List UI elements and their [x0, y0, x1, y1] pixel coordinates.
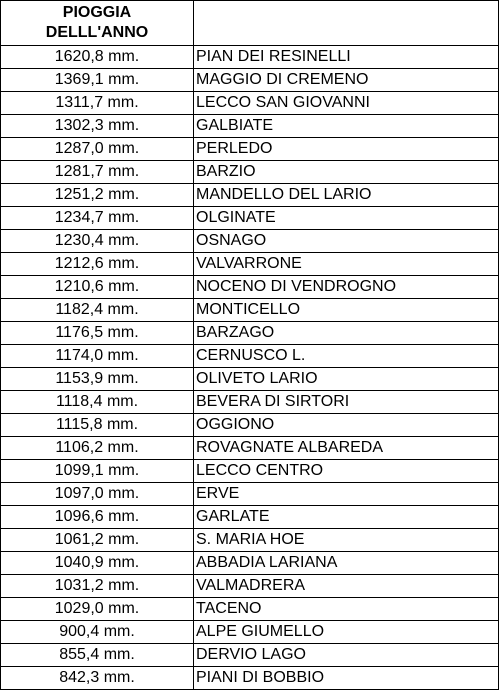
header-row: [1, 1, 499, 46]
rainfall-value-cell: 1029,0 mm.: [1, 598, 194, 621]
location-cell: ERVE: [194, 483, 499, 506]
table-row: [1, 184, 499, 207]
table-row: [1, 322, 499, 345]
rainfall-value-cell: 1369,1 mm.: [1, 69, 194, 92]
rainfall-value-cell: 1040,9 mm.: [1, 552, 194, 575]
location-cell: BEVERA DI SIRTORI: [194, 391, 499, 414]
location-cell: BARZAGO: [194, 322, 499, 345]
rainfall-value-cell: 1210,6 mm.: [1, 276, 194, 299]
location-cell: LECCO SAN GIOVANNI: [194, 92, 499, 115]
table-row: [1, 115, 499, 138]
rainfall-value-cell: 855,4 mm.: [1, 644, 194, 667]
location-cell: GARLATE: [194, 506, 499, 529]
table-row: [1, 391, 499, 414]
location-cell: MAGGIO DI CREMENO: [194, 69, 499, 92]
location-cell: OLGINATE: [194, 207, 499, 230]
rainfall-value-cell: 1234,7 mm.: [1, 207, 194, 230]
rainfall-column-header: [1, 1, 194, 46]
rainfall-value-cell: 1212,6 mm.: [1, 253, 194, 276]
table-body: [1, 46, 499, 690]
table-row: [1, 552, 499, 575]
table-row: [1, 253, 499, 276]
location-cell: VALMADRERA: [194, 575, 499, 598]
location-cell: ALPE GIUMELLO: [194, 621, 499, 644]
table-row: [1, 667, 499, 690]
rainfall-value-cell: 1106,2 mm.: [1, 437, 194, 460]
location-cell: ROVAGNATE ALBAREDA: [194, 437, 499, 460]
table-row: [1, 345, 499, 368]
table-row: [1, 598, 499, 621]
location-cell: NOCENO DI VENDROGNO: [194, 276, 499, 299]
table-row: [1, 460, 499, 483]
table-row: [1, 69, 499, 92]
rainfall-value-cell: 1031,2 mm.: [1, 575, 194, 598]
location-cell: OGGIONO: [194, 414, 499, 437]
rainfall-value-cell: 1097,0 mm.: [1, 483, 194, 506]
table-row: [1, 644, 499, 667]
table-row: [1, 483, 499, 506]
rainfall-value-cell: 1182,4 mm.: [1, 299, 194, 322]
table-row: [1, 575, 499, 598]
table-row: [1, 506, 499, 529]
location-cell: PERLEDO: [194, 138, 499, 161]
table-row: [1, 138, 499, 161]
rainfall-value-cell: 1281,7 mm.: [1, 161, 194, 184]
location-cell: GALBIATE: [194, 115, 499, 138]
rainfall-value-cell: 1118,4 mm.: [1, 391, 194, 414]
rainfall-value-cell: 1096,6 mm.: [1, 506, 194, 529]
rainfall-value-cell: 900,4 mm.: [1, 621, 194, 644]
location-cell: PIANI DI BOBBIO: [194, 667, 499, 690]
rainfall-value-cell: 1061,2 mm.: [1, 529, 194, 552]
rainfall-value-cell: 1251,2 mm.: [1, 184, 194, 207]
table-row: [1, 621, 499, 644]
table-row: [1, 414, 499, 437]
location-cell: CERNUSCO L.: [194, 345, 499, 368]
header-line-2: DELLL'ANNO: [45, 24, 149, 41]
location-cell: MONTICELLO: [194, 299, 499, 322]
rainfall-value-cell: 1620,8 mm.: [1, 46, 194, 69]
location-cell: BARZIO: [194, 161, 499, 184]
location-cell: DERVIO LAGO: [194, 644, 499, 667]
rainfall-value-cell: 1176,5 mm.: [1, 322, 194, 345]
rainfall-value-cell: 1287,0 mm.: [1, 138, 194, 161]
location-cell: VALVARRONE: [194, 253, 499, 276]
rainfall-value-cell: 1115,8 mm.: [1, 414, 194, 437]
rainfall-value-cell: 1230,4 mm.: [1, 230, 194, 253]
table-row: [1, 437, 499, 460]
rainfall-value-cell: 1099,1 mm.: [1, 460, 194, 483]
table-row: [1, 529, 499, 552]
location-cell: OLIVETO LARIO: [194, 368, 499, 391]
header-line-1: PIOGGIA: [62, 4, 132, 21]
location-cell: MANDELLO DEL LARIO: [194, 184, 499, 207]
table-row: [1, 92, 499, 115]
location-cell: S. MARIA HOE: [194, 529, 499, 552]
table-row: [1, 207, 499, 230]
rainfall-value-cell: 1153,9 mm.: [1, 368, 194, 391]
location-cell: TACENO: [194, 598, 499, 621]
table-row: [1, 276, 499, 299]
rainfall-value-cell: 1311,7 mm.: [1, 92, 194, 115]
rainfall-value-cell: 842,3 mm.: [1, 667, 194, 690]
rainfall-value-cell: 1174,0 mm.: [1, 345, 194, 368]
table-row: [1, 46, 499, 69]
table-row: [1, 230, 499, 253]
location-column-header: [194, 1, 499, 46]
location-cell: LECCO CENTRO: [194, 460, 499, 483]
location-cell: PIAN DEI RESINELLI: [194, 46, 499, 69]
table-row: [1, 299, 499, 322]
rainfall-value-cell: 1302,3 mm.: [1, 115, 194, 138]
location-cell: OSNAGO: [194, 230, 499, 253]
table-row: [1, 161, 499, 184]
location-cell: ABBADIA LARIANA: [194, 552, 499, 575]
table-row: [1, 368, 499, 391]
